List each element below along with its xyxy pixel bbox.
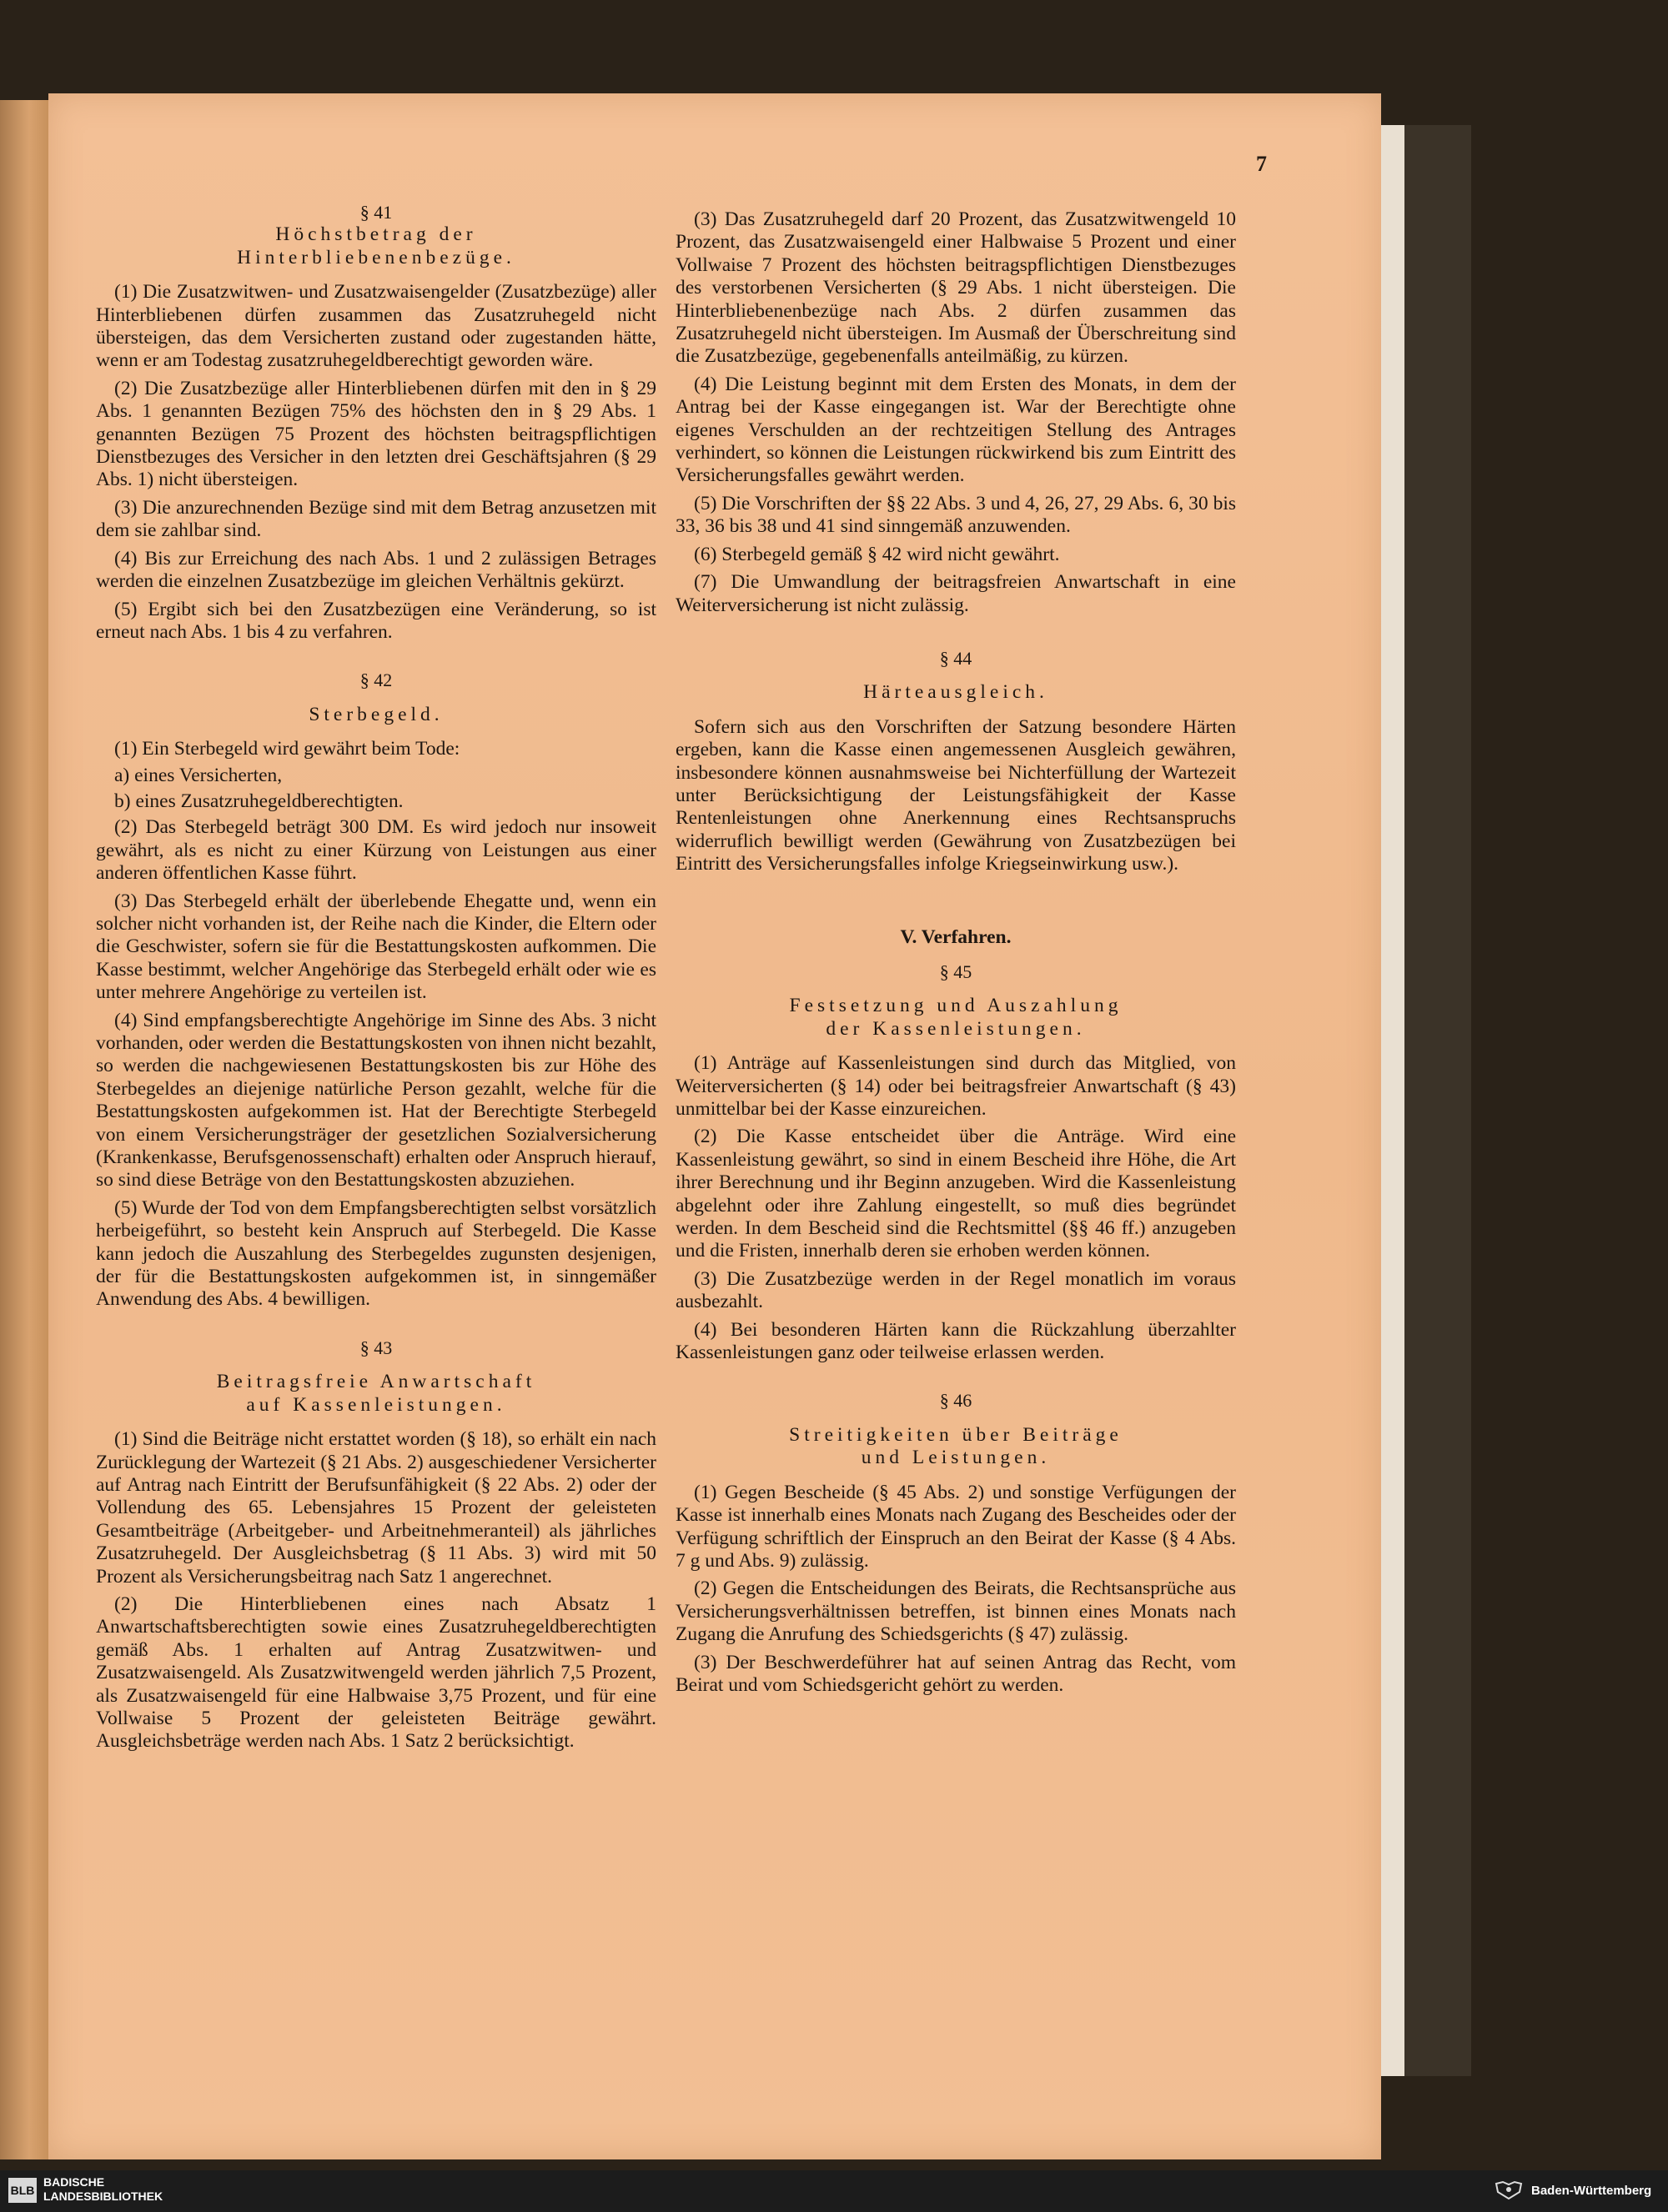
section-45-title-line2: der Kassenleistungen. <box>826 1017 1086 1040</box>
paragraph: (3) Das Sterbegeld erhält der überlebende Ehegatte und, wenn ein solcher nicht vorhanden ist, der Reihe nach die Kinder, die Eltern oder die Geschwister, sofern sie für die Bestattungskosten aufkommen. Die Kasse bestimmt, welcher Angehörige das Sterbegeld erhält oder wie es unter mehrere Angehörige zu verteilen ist. <box>96 890 656 1004</box>
section-44-title: Härteausgleich. <box>863 681 1048 704</box>
scan-left-margin <box>0 100 48 2159</box>
state-name[interactable]: Baden-Württemberg <box>1531 2184 1652 2198</box>
section-46-title-line1: Streitigkeiten über Beiträge <box>789 1423 1123 1446</box>
paragraph: (4) Die Leistung beginnt mit dem Ersten des Monats, in dem der Antrag bei der Kasse eingegangen ist. War der Berechtigte ohne eigenes Verschulden an der rechtzeitigen Stellung des Antrages verhindert, so können die Leistungen rückwirkend bis zum Eintritt des Versicherungsfalles gewährt werden. <box>676 373 1236 487</box>
paragraph: Sofern sich aus den Vorschriften der Satzung besondere Härten ergeben, kann die Kasse einen angemessenen Ausgleich gewähren, insbesondere können ausnahmsweise bei Nichterfüllung der Wartezeit unter Berücksichtigung der Leistungsfähigkeit der Kasse Rentenleistungen ohne Anerkennung eines Rechtsanspruchs widerruflich bewilligt werden (Gewährung von Zusatzbezügen bei Eintritt des Versicherungsfalles infolge Kriegseinwirkung usw.). <box>676 715 1236 875</box>
left-column <box>96 188 656 1758</box>
paragraph: (1) Die Zusatzwitwen- und Zusatzwaisengelder (Zusatzbezüge) aller Hinterbliebenen dürfen zusammen das Zusatzruhegeld nicht übersteigen, das dem Versicherten zustand oder zugestanden hätte, wenn er am Todestag zusatzruhegeldberechtigt geworden wäre. <box>96 281 656 372</box>
library-name-line2: LANDESBIBLIOTHEK <box>43 2189 163 2203</box>
paragraph: (6) Sterbegeld gemäß § 42 wird nicht gewährt. <box>694 543 1060 565</box>
section-41-title-line1: Höchstbetrag der <box>275 223 477 246</box>
section-43-number: § 43 <box>359 1337 393 1358</box>
paragraph: (2) Das Sterbegeld beträgt 300 DM. Es wird jedoch nur insoweit gewährt, als es nicht zu einer Kürzung von Leistungen aus einer anderen öffentlichen Kasse führt. <box>96 816 656 885</box>
section-46-number: § 46 <box>939 1390 972 1412</box>
paragraph: (3) Der Beschwerdeführer hat auf seinen Antrag das Recht, vom Beirat und vom Schiedsgericht gehört zu werden. <box>676 1651 1236 1696</box>
right-column <box>676 208 1236 1702</box>
section-45-number: § 45 <box>939 961 972 982</box>
section-42-title: Sterbegeld. <box>309 703 444 725</box>
paragraph: (5) Ergibt sich bei den Zusatzbezügen eine Veränderung, so ist erneut nach Abs. 1 bis 4 zu verfahren. <box>96 598 656 643</box>
section-44-number: § 44 <box>939 647 972 669</box>
coat-of-arms-icon <box>1493 2180 1525 2202</box>
paragraph: (1) Ein Sterbegeld wird gewährt beim Tode: <box>114 738 460 760</box>
section-46-title-line2: und Leistungen. <box>861 1447 1051 1469</box>
paragraph: (1) Gegen Bescheide (§ 45 Abs. 2) und sonstige Verfügungen der Kasse ist innerhalb eines Monats nach Zugang des Bescheides oder der Verfügung schriftlich der Einspruch an den Beirat der Kasse (§ 4 Abs. 7 g und Abs. 9) zulässig. <box>676 1481 1236 1572</box>
section-43-title-line2: auf Kassenleistungen. <box>246 1393 506 1416</box>
paragraph: (1) Sind die Beiträge nicht erstattet worden (§ 18), so erhält ein nach Zurücklegung der Wartezeit (§ 21 Abs. 2) ausgeschiedener Versicherter auf Antrag nach Eintritt der Berufsunfähigkeit (§ 22 Abs. 2) oder der Vollendung des 65. Lebensjahres 15 Prozent der geleisteten Gesamtbeiträge (Arbeitgeber- und Arbeitnehmeranteil) als jährliches Zusatzruhegeld. Der Ausgleichsbetrag (§ 11 Abs. 3) wird mit 50 Prozent als Versicherungsbeitrag nach Satz 1 angerechnet. <box>96 1428 656 1588</box>
section-45-title-line1: Festsetzung und Auszahlung <box>789 995 1123 1017</box>
chapter-heading: V. Verfahren. <box>900 925 1012 948</box>
paragraph: (2) Die Kasse entscheidet über die Anträge. Wird eine Kassenleistung gewährt, so sind in einem Bescheid ihre Höhe, die Art ihrer Berechnung und ihr Beginn anzugeben. Wird die Kassenleistung abgelehnt oder ihre Zahlung eingestellt, so muß dies begründet werden. In dem Bescheid sind die Rechtsmittel (§§ 46 ff.) anzugeben und die Fristen, innerhalb deren sie erhoben werden können. <box>676 1126 1236 1262</box>
paragraph: (4) Sind empfangsberechtigte Angehörige im Sinne des Abs. 3 nicht vorhanden, oder werden die Bestattungskosten von ihnen nicht bezahlt, so werden die nachgewiesenen Bestattungskosten bis zur Höhe des Sterbegeldes an diejenige natürliche Person gezahlt, welche für die Bestattungskosten aufgekommen ist. Hat der Berechtigte Sterbegeld von einem Versicherungsträger der gesetzlichen Sozialversicherung (Krankenkasse, Berufsgenossenschaft) erhalten oder Anspruch hierauf, so sind diese Beträge von den Bestattungskosten abzuziehen. <box>96 1009 656 1191</box>
page-number: 7 <box>1256 152 1267 176</box>
section-41-title-line2: Hinterbliebenenbezüge. <box>237 246 515 268</box>
paragraph: (2) Die Zusatzbezüge aller Hinterbliebenen dürfen mit den in § 29 Abs. 1 genannten Bezügen 75% des höchsten den in § 29 Abs. 1 genannten Bezügen 75 Prozent des höchsten beitragspflichtigen Dienstbezuges des Versicher in den letzten drei Geschäftsjahren (§ 29 Abs. 1) nicht übersteigen. <box>96 377 656 491</box>
section-42-number: § 42 <box>359 670 393 691</box>
section-41-number: § 41 <box>359 202 393 223</box>
paragraph: (7) Die Umwandlung der beitragsfreien Anwartschaft in eine Weiterversicherung ist nicht zulässig. <box>676 571 1236 616</box>
paragraph: (4) Bei besonderen Härten kann die Rückzahlung überzahlter Kassenleistungen ganz oder teilweise erlassen werden. <box>676 1318 1236 1364</box>
paragraph: (2) Die Hinterbliebenen eines nach Absatz 1 Anwartschaftsberechtigten sowie eines Zusatzruhegeldberechtigten gemäß Abs. 1 erhalten auf Antrag Zusatzwitwen- und Zusatzwaisengeld. Als Zusatzwitwengeld werden jährlich 7,5 Prozent, als Zusatzwaisengeld für eine Halbwaise 3,75 Prozent, und für eine Vollwaise 5 Prozent der geleisteten Beiträge gewährt. Ausgleichsbeträge werden nach Abs. 1 Satz 2 berücksichtigt. <box>96 1593 656 1753</box>
list-item: a) eines Versicherten, <box>114 764 283 786</box>
footer-bar <box>0 2170 1668 2212</box>
blb-logo[interactable]: BLB <box>8 2178 37 2203</box>
library-name <box>43 2175 163 2204</box>
section-43-title-line1: Beitragsfreie Anwartschaft <box>216 1371 536 1393</box>
paragraph: (3) Die Zusatzbezüge werden in der Regel monatlich im voraus ausbezahlt. <box>676 1267 1236 1313</box>
paragraph: (3) Die anzurechnenden Bezüge sind mit dem Betrag anzusetzen mit dem sie zahlbar sind. <box>96 496 656 542</box>
list-item: b) eines Zusatzruhegeldberechtigten. <box>114 790 404 812</box>
paragraph: (4) Bis zur Erreichung des nach Abs. 1 und 2 zulässigen Betrages werden die einzelnen Zusatzbezüge im gleichen Verhältnis gekürzt. <box>96 547 656 593</box>
page-edge <box>1381 125 1404 2076</box>
paragraph: (2) Gegen die Entscheidungen des Beirats, die Rechtsansprüche aus Versicherungsverhältnissen betreffen, ist binnen eines Monats nach Zugang die Anrufung des Schiedsgerichts (§ 47) zulässig. <box>676 1577 1236 1646</box>
paragraph: (3) Das Zusatzruhegeld darf 20 Prozent, das Zusatzwitwengeld 10 Prozent, das Zusatzwaisengeld einer Halbwaise 5 Prozent und einer Vollwaise 7 Prozent des höchsten beitragspflichtigen Dienstbezuges des verstorbenen Versicherten (§ 29 Abs. 1 nicht übersteigen. Die Hinterbliebenenbezüge nach Abs. 2 dürfen zusammen das Zusatzruhegeld nicht übersteigen. Im Ausmaß der Überschreitung sind die Zusatzbezüge, gegebenenfalls anteilmäßig, zu kürzen. <box>676 208 1236 368</box>
paragraph: (5) Die Vorschriften der §§ 22 Abs. 3 und 4, 26, 27, 29 Abs. 6, 30 bis 33, 36 bis 38 und 41 sind sinngemäß anzuwenden. <box>676 492 1236 538</box>
library-name-line1: BADISCHE <box>43 2175 105 2189</box>
paragraph: (1) Anträge auf Kassenleistungen sind durch das Mitglied, von Weiterversicherten (§ 14) oder bei beitragsfreier Anwartschaft (§ 43) unmittelbar bei der Kasse einzureichen. <box>676 1052 1236 1120</box>
paragraph: (5) Wurde der Tod von dem Empfangsberechtigten selbst vorsätzlich herbeigeführt, so besteht kein Anspruch auf Sterbegeld. Die Kasse kann jedoch die Auszahlung des Sterbegeldes zugunsten desjenigen, der für die Bestattungskosten aufgekommen ist, in sinngemäßer Anwendung des Abs. 4 bewilligen. <box>96 1196 656 1311</box>
scan-right-background <box>1404 125 1471 2076</box>
